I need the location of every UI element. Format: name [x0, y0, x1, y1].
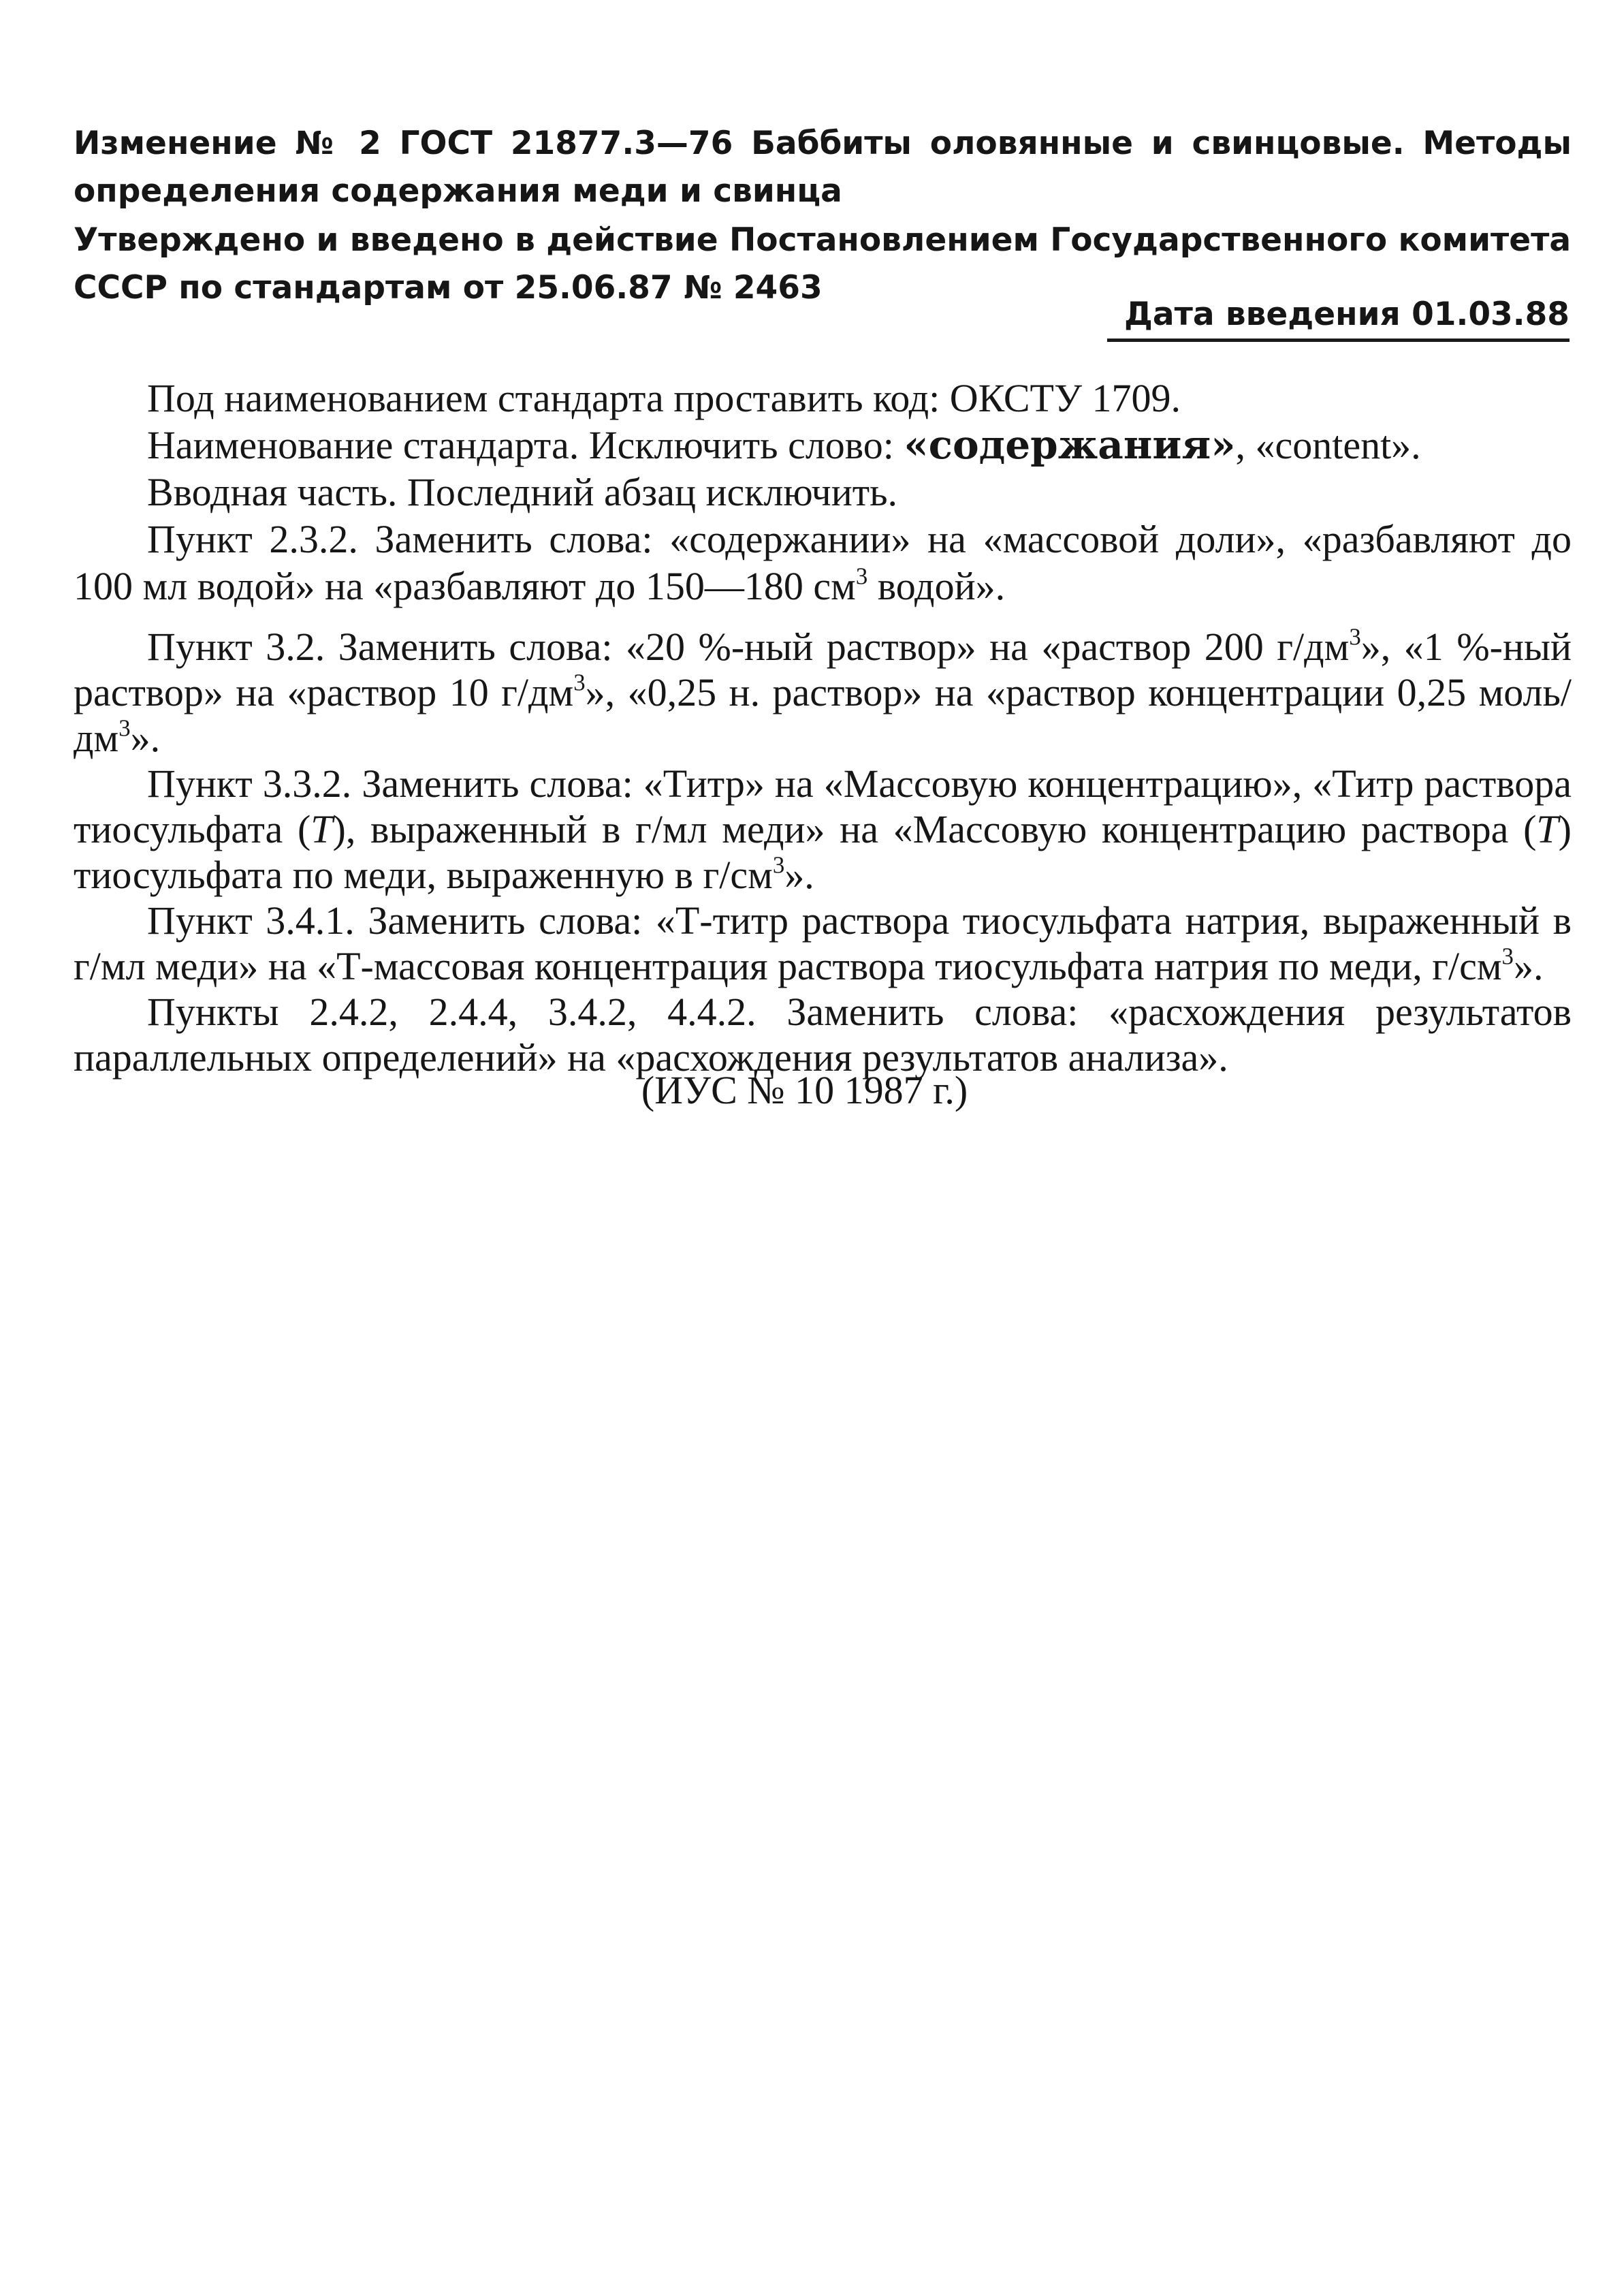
paragraph-clause-2-3-2 — [74, 516, 1572, 610]
paragraph-text: водой». — [867, 564, 1006, 608]
paragraph-standard-name — [74, 422, 1572, 469]
paragraph-text: Под наименованием стандарта проставить код: ОКСТУ 1709. — [147, 376, 1181, 420]
source-reference: (ИУС № 10 1987 г.) — [641, 1068, 968, 1112]
superscript: 3 — [118, 714, 131, 742]
paragraph-text: Наименование стандарта. Исключить слово: — [147, 423, 904, 467]
paragraph-text: Пункт 3.4.1. Заменить слова: «Т-титр раствора тиосульфата натрия, выраженный в г/мл меди» на «Т-массовая концентрация раствора тиосульфата натрия по меди, г/см — [74, 898, 1572, 988]
paragraph-text: ». — [1513, 944, 1544, 988]
italic-symbol: T — [1536, 807, 1559, 851]
paragraph-text: », «0,25 н. раствор» на «раствор концентрации 0,25 моль/дм — [74, 670, 1572, 760]
superscript: 3 — [1501, 943, 1514, 970]
paragraph-text: ) тиосульфата по меди, выраженную в г/см — [74, 807, 1572, 897]
paragraph-text: », «1 %-ный раствор» на «раствор 10 г/дм — [74, 625, 1572, 714]
italic-symbol: T — [310, 807, 333, 851]
paragraph-text: , «content». — [1235, 423, 1421, 467]
paragraph-text: Пункт 2.3.2. Заменить слова: «содержании» на «массовой доли», «разбавляют до 100 мл водой» на «разбавляют до 150—180 см — [74, 517, 1572, 608]
paragraph-clause-3-4-1 — [74, 898, 1572, 989]
paragraph-text: ». — [784, 853, 814, 897]
effective-date: Дата введения 01.03.88 — [1124, 296, 1570, 333]
paragraph-text: ), выраженный в г/мл меди» на «Массовую концентрацию раствора ( — [332, 807, 1537, 851]
superscript: 3 — [855, 563, 868, 590]
paragraph-text: Пункт 3.3.2. Заменить слова: «Титр» на «Массовую концентрацию», «Титр раствора тиосульфата ( — [74, 761, 1572, 851]
paragraph-clauses-list — [74, 989, 1572, 1080]
superscript: 3 — [1349, 623, 1361, 650]
approval-line-1: Утверждено и введено в действие Постановлением Государственного комитета — [74, 221, 1572, 259]
emphasized-word: «содержания» — [904, 422, 1236, 468]
paragraph-clause-3-2 — [74, 624, 1572, 761]
paragraph-text: Пункты 2.4.2, 2.4.4, 3.4.2, 4.4.2. Заменить слова: «расхождения результатов параллельных определений» на «расхождения результатов анализа». — [74, 990, 1572, 1080]
superscript: 3 — [573, 669, 586, 696]
effective-date-underline — [1107, 339, 1570, 342]
document-title: Изменение № 2 ГОСТ 21877.3—76 Баббиты оловянные и свинцовые. Методы определения содержания меди и свинца — [74, 125, 1572, 210]
paragraph-oksty-code — [74, 375, 1572, 422]
amendments-block-2 — [74, 624, 1572, 1080]
approval-line-2: СССР по стандартам от 25.06.87 № 2463 — [74, 269, 823, 306]
paragraph-text: Вводная часть. Последний абзац исключить. — [147, 470, 898, 514]
effective-date-block — [1124, 294, 1570, 335]
paragraph-text: ». — [130, 716, 161, 760]
amendments-block-1 — [74, 375, 1572, 610]
paragraph-text: Пункт 3.2. Заменить слова: «20 %-ный раствор» на «раствор 200 г/дм — [147, 625, 1350, 669]
paragraph-clause-3-3-2 — [74, 761, 1572, 898]
superscript: 3 — [772, 851, 785, 879]
paragraph-introduction — [74, 469, 1572, 516]
